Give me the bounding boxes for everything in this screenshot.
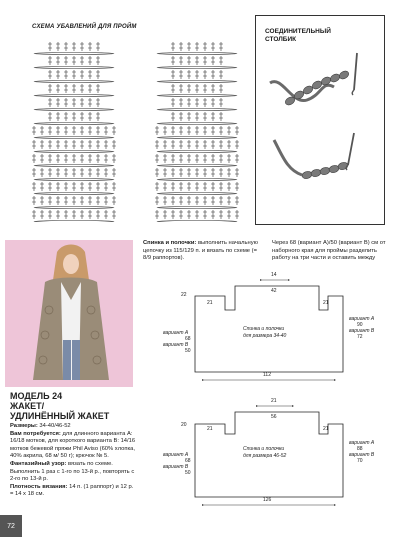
d2-va-right-val: 88: [357, 446, 363, 452]
d2-vb-right-val: 70: [357, 458, 363, 464]
sizes-label: Размеры:: [10, 423, 38, 429]
model-name-line1: ЖАКЕТ/: [10, 401, 45, 411]
specs-block: [10, 423, 138, 499]
sizes-paragraph: [10, 423, 138, 431]
d2-vb-left: вариант В: [163, 464, 189, 470]
d1-top: 14: [271, 272, 277, 278]
d2-vb-right: вариант В: [349, 452, 375, 458]
model-name-line2: УДЛИНЁННЫЙ ЖАКЕТ: [10, 411, 110, 421]
model-photo: [5, 240, 133, 387]
density-label: Плотность вязания:: [10, 483, 68, 490]
panel-title-line2: СТОЛБИК: [265, 36, 297, 43]
d1-va-left: вариант А: [163, 330, 189, 336]
d2-inner: 56: [271, 414, 277, 420]
model-number: МОДЕЛЬ 24: [10, 391, 63, 401]
d1-notch-r: 21: [323, 300, 329, 306]
model-title: [10, 391, 109, 421]
d2-notch-r: 21: [323, 426, 329, 432]
d1-vb-right-val: 72: [357, 334, 363, 340]
pattern-text: вязать по схеме. Выполнить 1 раз с 1-го по 13-й р., повторять с 2-го по 13-й р.: [10, 460, 135, 483]
d1-label1: Спинка и полочки: [243, 326, 285, 332]
d2-va-left: вариант А: [163, 452, 189, 458]
d1-left-h: 22: [181, 292, 187, 298]
d1-va-right-val: 90: [357, 322, 363, 328]
d2-label2: для размера 46-52: [243, 453, 287, 459]
slip-stitch-illustration: [262, 45, 380, 220]
sizes-value: 34-40/46-52: [39, 423, 71, 429]
instructions-left-text: выполнить начальную цепочку из 115/129 п. и вязать по схеме (= 8/9 раппортов).: [143, 240, 258, 262]
d2-vb-left-val: 50: [185, 470, 191, 476]
d1-inner: 42: [271, 288, 277, 294]
d1-va-right: вариант А: [349, 316, 375, 322]
instructions-left: [143, 240, 263, 263]
instructions-left-label: Спинка и полочки:: [143, 240, 197, 246]
density-paragraph: [10, 484, 138, 499]
panel-title-line1: СОЕДИНИТЕЛЬНЫЙ: [265, 28, 331, 35]
materials-paragraph: [10, 431, 138, 461]
instructions-right: Через 68 (вариант А)/50 (вариант В) см от наборного края для проймы разделить работу на три части и оставить между: [272, 240, 386, 262]
crochet-chart: [22, 32, 247, 222]
materials-label: Вам потребуется:: [10, 430, 61, 437]
d1-notch-l: 21: [207, 300, 213, 306]
chart-title: СХЕМА УБАВЛЕНИЙ ДЛЯ ПРОЙМ: [32, 24, 137, 30]
model-photo-figure: [5, 240, 133, 387]
d2-bottom: 126: [263, 497, 272, 503]
diagram-size-34-40: [163, 272, 375, 380]
density-text: 14 п. (1 раппорт) и 12 р. = 14 х 18 см.: [10, 483, 134, 498]
page-number: 72: [0, 515, 22, 537]
d1-vb-left-val: 50: [185, 348, 191, 354]
d2-notch-l: 21: [207, 426, 213, 432]
d1-bottom: 112: [263, 372, 271, 378]
materials-text: для длинного варианта А: 16/18 мотков, для короткого варианта В: 14/16 мотков бежевой пряжи Phil Aviso (60% хлопка, 40% акрила, 68 м/ 50 г); крючок № 5.: [10, 430, 136, 460]
pattern-label: Фантазийный узор:: [10, 460, 67, 467]
d2-label1: Спинка и полочки: [243, 446, 285, 452]
d1-vb-left: вариант В: [163, 342, 189, 348]
pattern-paragraph: [10, 461, 138, 484]
pattern-diagrams: [143, 262, 395, 527]
panel-title: [265, 28, 331, 44]
d1-label2: для размера 34-40: [243, 333, 287, 339]
d1-va-left-val: 68: [185, 336, 191, 342]
d2-left-h: 20: [181, 422, 187, 428]
d2-va-right: вариант А: [349, 440, 375, 446]
d1-vb-right: вариант В: [349, 328, 375, 334]
d2-va-left-val: 68: [185, 458, 191, 464]
diagram-size-46-52: [163, 398, 375, 505]
d2-top: 21: [271, 398, 277, 404]
